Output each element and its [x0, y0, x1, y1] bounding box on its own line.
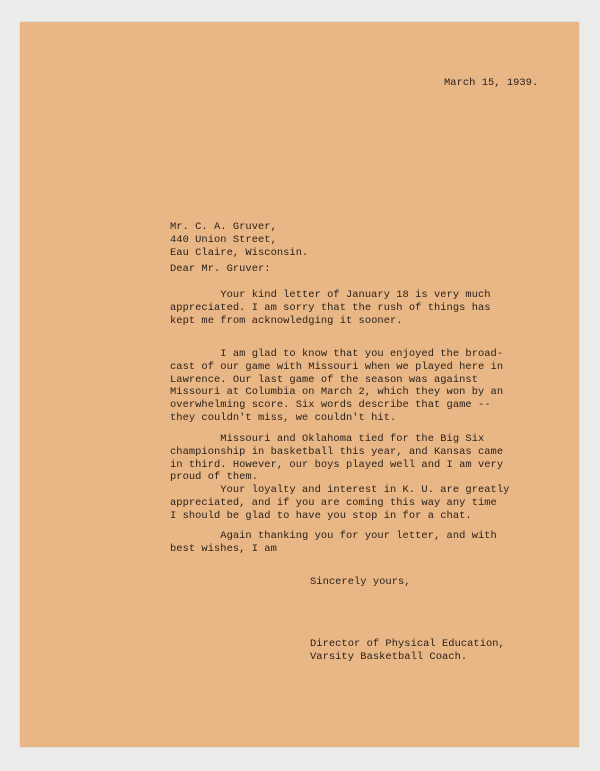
- signature-title-2: Varsity Basketball Coach.: [310, 650, 468, 663]
- signature-title-1: Director of Physical Education,: [310, 638, 505, 650]
- paragraph-championship: Missouri and Oklahoma tied for the Big Six championship in basketball this year, and Kansas came in third. However, our boys played well and I am very proud of them.: [170, 433, 504, 484]
- recipient-address: [170, 221, 308, 259]
- salutation: Dear Mr. Gruver:: [170, 263, 271, 275]
- letter-date: March 15, 1939.: [444, 77, 539, 89]
- paragraph-broadcast: I am glad to know that you enjoyed the broad- cast of our game with Missouri when we played here in Lawrence. Our last game of the season was against Missouri at Columbia on March 2, which they won by an overwhelming score. Six words describe that game -- they couldn't miss, we couldn't hit.: [170, 348, 504, 424]
- address-line-street: 440 Union Street,: [170, 233, 277, 246]
- address-line-name: Mr. C. A. Gruver,: [170, 221, 277, 233]
- signature-block: [310, 638, 505, 664]
- paragraph-invitation: Your loyalty and interest in K. U. are greatly appreciated, and if you are coming this way any time I should be glad to have you stop in for a chat.: [170, 484, 510, 522]
- paragraph-thanks: Again thanking you for your letter, and with best wishes, I am: [170, 530, 497, 555]
- complimentary-close: Sincerely yours,: [310, 576, 411, 588]
- letter-page: [20, 22, 579, 747]
- address-line-city: Eau Claire, Wisconsin.: [170, 246, 309, 259]
- paragraph-acknowledgement: Your kind letter of January 18 is very much appreciated. I am sorry that the rush of things has kept me from acknowledging it sooner.: [170, 289, 491, 327]
